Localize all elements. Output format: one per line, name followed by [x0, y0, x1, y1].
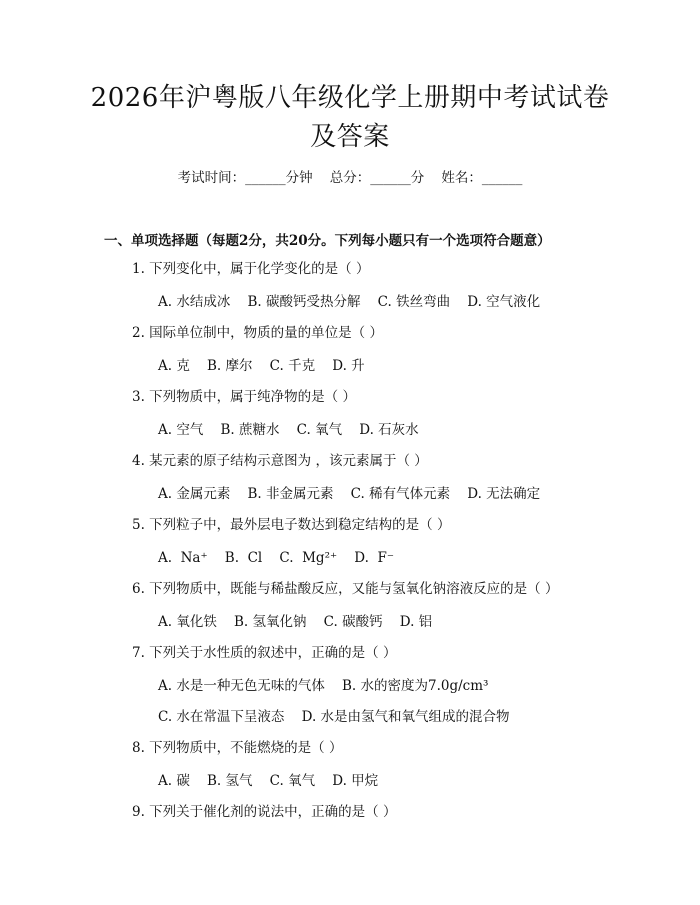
- question-8: 8. 下列物质中，不能燃烧的是（ ）: [132, 740, 343, 756]
- question-4-options: A. 金属元素 B. 非金属元素 C. 稀有气体元素 D. 无法确定: [158, 486, 541, 502]
- exam-title-line-1: 2026年沪粤版八年级化学上册期中考试试卷: [90, 83, 610, 113]
- question-6-options: A. 氧化铁 B. 氢氧化钠 C. 碳酸钙 D. 铝: [158, 614, 433, 630]
- question-5-options: A. Na⁺ B. Cl C. Mg²⁺ D. F⁻: [158, 550, 394, 566]
- question-9: 9. 下列关于催化剂的说法中，正确的是（ ）: [132, 804, 397, 820]
- question-3-options: A. 空气 B. 蔗糖水 C. 氧气 D. 石灰水: [158, 422, 419, 438]
- question-5: 5. 下列粒子中，最外层电子数达到稳定结构的是（ ）: [132, 517, 451, 533]
- section-heading-single-choice: 一、单项选择题（每题2分，共20分。下列每小题只有一个选项符合题意）: [104, 233, 551, 249]
- exam-info-line: 考试时间：______分钟 总分：______分 姓名：______: [177, 170, 523, 186]
- question-7-options-row-2: C. 水在常温下呈液态 D. 水是由氢气和氧气组成的混合物: [158, 709, 510, 725]
- question-1-options: A. 水结成冰 B. 碳酸钙受热分解 C. 铁丝弯曲 D. 空气液化: [158, 294, 541, 310]
- question-7: 7. 下列关于水性质的叙述中，正确的是（ ）: [132, 645, 397, 661]
- question-2-options: A. 克 B. 摩尔 C. 千克 D. 升: [158, 358, 365, 374]
- question-8-options: A. 碳 B. 氢气 C. 氧气 D. 甲烷: [158, 773, 379, 789]
- question-1: 1. 下列变化中，属于化学变化的是（ ）: [132, 261, 370, 277]
- question-6: 6. 下列物质中，既能与稀盐酸反应，又能与氢氧化钠溶液反应的是（ ）: [132, 581, 559, 597]
- question-2: 2. 国际单位制中，物质的量的单位是（ ）: [132, 325, 383, 341]
- question-7-options-row-1: A. 水是一种无色无味的气体 B. 水的密度为7.0g/cm³: [158, 678, 489, 694]
- question-4: 4. 某元素的原子结构示意图为 ，该元素属于（ ）: [132, 453, 428, 469]
- exam-title-line-2: 及答案: [310, 122, 390, 152]
- question-3: 3. 下列物质中，属于纯净物的是（ ）: [132, 389, 356, 405]
